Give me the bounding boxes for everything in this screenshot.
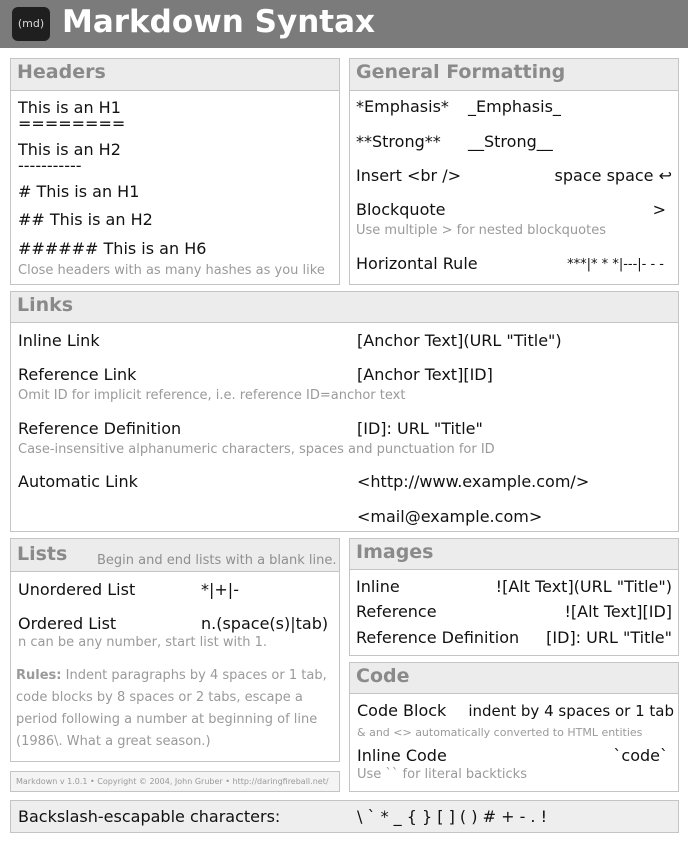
emphasis-underscore: _Emphasis_: [468, 97, 561, 116]
lists-title: Lists: [17, 543, 68, 565]
unordered-list-label: Unordered List: [18, 580, 136, 599]
blockquote-label: Blockquote: [356, 200, 446, 219]
automatic-link-label: Automatic Link: [18, 472, 138, 491]
hash-h6-example: ###### This is an H6: [18, 239, 207, 258]
unordered-list-syntax: *|+|-: [201, 580, 239, 599]
insert-br-value: space space ↩: [554, 166, 672, 185]
headers-note: Close headers with as many hashes as you like: [18, 263, 325, 278]
inline-link-label: Inline Link: [18, 331, 100, 350]
code-section: [349, 662, 679, 792]
list-rules: [16, 667, 327, 684]
h2-underline: -----------: [18, 156, 82, 175]
code-block-syntax: indent by 4 spaces or 1 tab: [468, 702, 674, 720]
markdown-logo: (md): [12, 7, 50, 41]
list-rules-line-1: Indent paragraphs by 4 spaces or 1 tab,: [61, 668, 327, 683]
reference-definition-note: Case-insensitive alphanumeric characters, spaces and punctuation for ID: [18, 442, 495, 457]
lists-subtitle: Begin and end lists with a blank line.: [97, 553, 337, 568]
images-title: Images: [356, 541, 434, 563]
image-inline-label: Inline: [356, 577, 400, 596]
backslash-escapes-bar: [10, 800, 679, 833]
list-rules-line-2: code blocks by 8 spaces or 2 tabs, escape a: [16, 690, 303, 705]
general-formatting-section: [349, 58, 679, 285]
blockquote-value: >: [652, 200, 666, 219]
images-section: [349, 538, 679, 656]
blockquote-note: Use multiple > for nested blockquotes: [356, 223, 606, 238]
h1-underline: ========: [18, 114, 126, 133]
reference-definition-label: Reference Definition: [18, 419, 182, 438]
strong-asterisk: **Strong**: [356, 132, 441, 151]
image-definition-label: Reference Definition: [356, 628, 520, 647]
backslash-characters: \ ` * _ { } [ ] ( ) # + - . !: [357, 807, 548, 826]
page-title: Markdown Syntax: [62, 4, 375, 40]
copyright-text: Markdown v 1.0.1 • Copyright © 2004, John Gruber • http://daringfireball.net/: [16, 777, 329, 786]
backslash-label: Backslash-escapable characters:: [18, 807, 281, 826]
headers-section: [10, 58, 340, 285]
ordered-list-note: n can be any number, start list with 1.: [18, 635, 268, 650]
emphasis-asterisk: *Emphasis*: [356, 97, 449, 116]
image-inline-syntax: ![Alt Text](URL "Title"): [495, 577, 672, 596]
h1-example: This is an H1: [18, 98, 121, 117]
hash-h2-example: ## This is an H2: [18, 210, 153, 229]
general-formatting-title: General Formatting: [356, 61, 566, 83]
automatic-link-url: <http://www.example.com/>: [357, 472, 590, 491]
code-title: Code: [356, 665, 410, 687]
inline-code-syntax: `code`: [613, 746, 668, 765]
reference-definition-syntax: [ID]: URL "Title": [357, 419, 483, 438]
inline-code-label: Inline Code: [357, 746, 447, 765]
list-rules-line-3: period following a number at beginning of line: [16, 712, 318, 727]
image-reference-label: Reference: [356, 602, 437, 621]
headers-title: Headers: [17, 61, 106, 83]
links-section: [10, 291, 679, 532]
title-bar: [0, 0, 688, 48]
h2-example: This is an H2: [18, 140, 121, 159]
ordered-list-syntax: n.(space(s)|tab): [201, 614, 329, 633]
hr-value: ***|* * *|---|- - -: [567, 257, 664, 272]
list-rules-label: Rules:: [16, 668, 62, 683]
reference-link-syntax: [Anchor Text][ID]: [357, 365, 493, 384]
automatic-link-mail: <mail@example.com>: [357, 507, 543, 526]
strong-underscore: __Strong__: [468, 132, 553, 151]
lists-section: [10, 538, 340, 762]
insert-br-label: Insert <br />: [356, 166, 461, 185]
hr-label: Horizontal Rule: [356, 254, 478, 273]
inline-code-note: Use `` for literal backticks: [357, 767, 527, 782]
inline-link-syntax: [Anchor Text](URL "Title"): [357, 331, 562, 350]
code-block-label: Code Block: [357, 701, 447, 720]
reference-link-note: Omit ID for implicit reference, i.e. reference ID=anchor text: [18, 388, 406, 403]
links-title: Links: [17, 294, 74, 316]
copyright-footer: [10, 771, 340, 792]
image-reference-syntax: ![Alt Text][ID]: [564, 602, 672, 621]
list-rules-line-4: (1986\. What a great season.): [16, 734, 211, 749]
reference-link-label: Reference Link: [18, 365, 137, 384]
hash-h1-example: # This is an H1: [18, 182, 140, 201]
ordered-list-label: Ordered List: [18, 614, 117, 633]
image-definition-syntax: [ID]: URL "Title": [546, 628, 672, 647]
code-block-note: & and <> automatically converted to HTML entities: [357, 726, 643, 739]
